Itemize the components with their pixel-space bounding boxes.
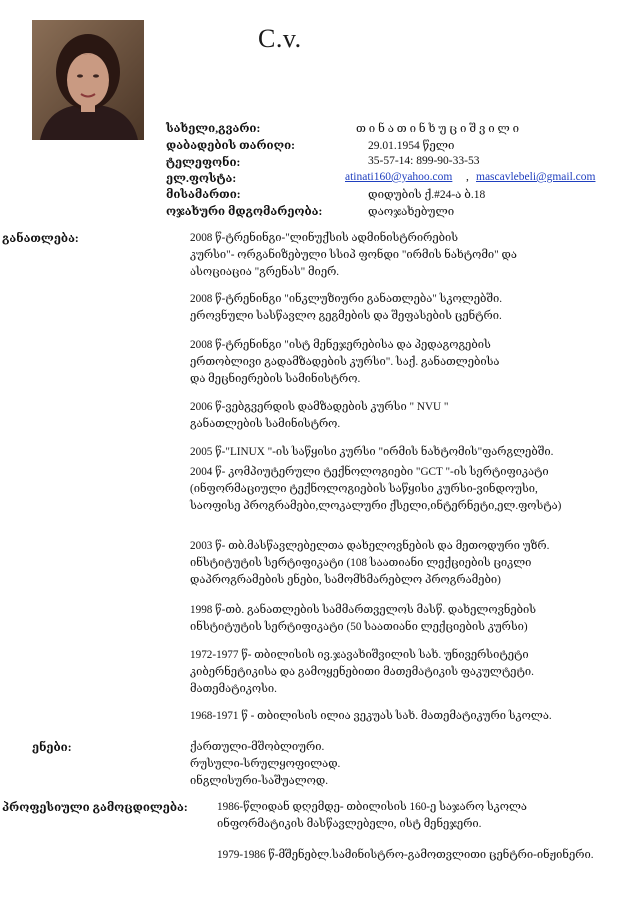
section-label: პროფესიული გამოცდილება: [2,802,188,814]
education-line: ინსტიტუტის სერტიფიკატი (108 საათიანი ლექციების ციკლი [190,557,532,569]
language-item: ქართული-მშობლიური. [190,741,325,753]
section-label: განათლება: [2,233,79,245]
personal-label: მისამართი: [166,189,241,201]
education-line: დაპროგრამების ენები, სამომხმარებლო პროგრამები) [190,574,501,586]
education-line: 1998 წ-თბ. განათლების სამმართველოს მასწ. დახელოვნების [190,604,537,616]
language-item: ინგლისური-საშუალოდ. [190,775,329,787]
email-link[interactable]: atinati160@yahoo.com [345,171,453,183]
profile-photo [32,20,144,140]
personal-value: დაოჯახებული [368,206,455,218]
experience-line: 1979-1986 წ-მშენებლ.სამინისტრო-გამოთვლითი ცენტრი-ინჟინერი. [217,849,594,861]
personal-value: 35-57-14: 899-90-33-53 [368,155,480,167]
cv-title: C.v. [258,24,302,53]
education-line: ინსტიტუტის სერტიფიკატი (50 საათიანი ლექციების კურსი) [190,621,528,633]
education-line: 2008 წ-ტრენინგი "ინკლუზიური განათლება" სკოლებში. [190,293,503,305]
education-line: 1968-1971 წ - თბილისის ილია ვეკუას სახ. მათემატიკური სკოლა. [190,710,552,722]
education-line: 2006 წ-ვებგვერდის დამზადების კურსი " NVU " [190,401,449,413]
education-line: მათემატიკოსი. [190,683,277,695]
education-line: 1972-1977 წ- თბილისის ივ.ჯავახიშვილის სახ. უნივერსიტეტი [190,649,529,661]
education-line: (ინფორმაციული ტექნოლოგიების საწყისი კურსი-ვინდოუსი, [190,483,538,495]
education-line: კურსი"- ორგანიზებული სსიპ ფონდი "ირმის ნახტომი" და [190,249,517,261]
personal-label: ტელეფონი: [166,157,241,169]
personal-value: თ ი ნ ა თ ი ნ ხ უ ც ი შ ვ ი ლ ი [356,123,520,135]
email-link[interactable]: mascavlebeli@gmail.com [476,171,596,183]
personal-label: ელ.ფოსტა: [166,173,237,185]
education-line: კიბერნეტიკისა და გამოყენებითი მათემატიკის ფაკულტეტი. [190,666,534,678]
education-line: განათლების სამინისტრო. [190,418,341,430]
personal-value: დიდუბის ქ.#24-ა ბ.18 [368,189,486,201]
personal-label: დაბადების თარიღი: [166,140,295,152]
education-line: საოფისე პროგრამები,ლოკალური ქსელი,ინტერნეტი,ელ.ფოსტა) [190,500,562,512]
education-line: 2005 წ-"LINUX "-ის საწყისი კურსი "ირმის ნახტომის"ფარგლებში. [190,446,554,458]
experience-line: 1986-წლიდან დღემდე- თბილისის 160-ე საჯარო სკოლა [217,801,527,813]
education-line: და მეცნიერების სამინისტრო. [190,373,361,385]
education-line: 2008 წ-ტრენინგი-"ლინუქსის ადმინისტრირების [190,232,459,244]
education-line: ასოციაცია "გრენას" მიერ. [190,266,340,278]
education-line: ეროვნული სასწავლო გეგმების და შეფასების ცენტრი. [190,310,502,322]
education-line: ერთობლივი გადამზადების კურსი". საქ. განათლებისა [190,356,500,368]
personal-label: სახელი,გვარი: [166,123,261,135]
personal-value: 29.01.1954 წელი [368,140,455,152]
section-label: ენები: [32,742,72,754]
personal-label: ოჯახური მდგომარეობა: [166,206,323,218]
education-line: 2004 წ- კომპიუტერული ტექნოლოგიები "GCT "-ის სერტიფიკატი [190,466,549,478]
education-line: 2003 წ- თბ.მასწავლებელთა დახელოვნების და მეთოდური უზრ. [190,540,550,552]
email-separator: , [466,171,469,183]
experience-line: ინფორმატიკის მასწავლებელი, ისტ მენეჯერი. [217,818,482,830]
education-line: 2008 წ-ტრენინგი "ისტ მენეჯერებისა და პედაგოგების [190,339,491,351]
language-item: რუსული-სრულყოფილად. [190,758,341,770]
